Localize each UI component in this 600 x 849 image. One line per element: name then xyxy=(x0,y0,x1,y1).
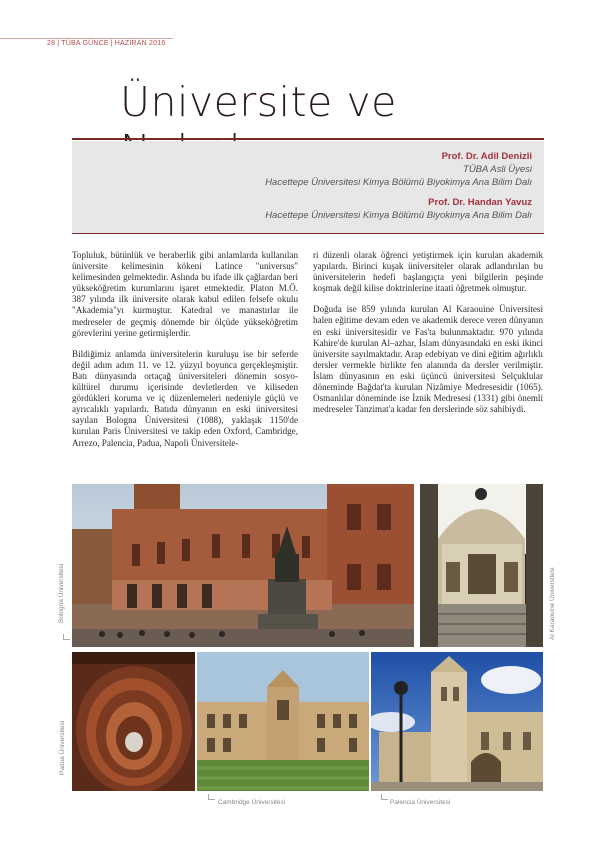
paragraph: Topluluk, bütünlük ve beraberlik gibi anlamlarda kullanılan üniversite kelimesinin kökeni Latince "universus" kelimesinden gelmektedir. Aslında bu ifade ilk çağlardan beri yükseköğretim kurumlarını işaret etmektedir. Platon M.Ö. 387 yılında ilk üniversite olarak kabul edilen felsefe okulu "Akademia"yı kurmuştur. Katedral ve manastırlar ile medreseler de geçmiş dönemde bir ölçüde yükseköğretim görevlerini yerine getirmişlerdir. xyxy=(72,250,298,338)
caption-karaouine: Al Karaouine Üniversitesi xyxy=(549,567,556,640)
caption-tick xyxy=(208,794,215,800)
caption-cambridge: Cambridge Üniversitesi xyxy=(218,799,286,806)
paragraph: ri düzenli olarak öğrenci yetiştirmek için kurulan akademik yapılardı. Birinci kuşak üniversiteler olarak adlandırılan bu üniversitelerin hedefi başlangıçta yeni bilgilerin peşinde koşmak değil kilise doktrinlerine itaati öğretmek olmuştur. xyxy=(313,250,543,294)
article-title: Üniversite ve xyxy=(120,78,397,126)
cambridge-university-photo xyxy=(197,652,369,791)
paragraph: Doğuda ise 859 yılında kurulan Al Karaouine Üniversitesi halen eğitime devam eden ve akademik derece veren dünyanın en eski üniversitesidir ve Fas'ta bulunmaktadır. 970 yılında Kahire'de kurulan Al–azhar, İslam dünyasındaki en eski ikinci üniversite sayılmaktadır. Arap edebiyatı ve dini eğitim ağırlıklı dersler vermekle birlikte fen alanında da dersler verilmiştir. İslam dünyasının en eski üçüncü üniversitesi Selçuklular döneminde Bağdat'ta kurulan Nizâmiye Medresesidir (1065). Osmanlılar döneminde ise İznik Medresesi (1331) gibi önemli medreseler Tanzimat'a kadar fen derslerinde söz sahibiydi. xyxy=(313,304,543,415)
page-number: 28 xyxy=(47,40,56,47)
issue-date: HAZİRAN 2016 xyxy=(114,40,166,47)
caption-palencia: Palencia Üniversitesi xyxy=(390,799,451,806)
karaouine-university-photo xyxy=(420,484,543,647)
running-header: 28 | TÜBA GÜNCE | HAZİRAN 2016 xyxy=(47,40,166,47)
author-2-name: Prof. Dr. Handan Yavuz xyxy=(428,197,532,208)
caption-padua: Padua Üniversitesi xyxy=(59,720,66,775)
author-2 xyxy=(265,196,532,222)
paragraph: Bildiğimiz anlamda üniversitelerin kuruluşu ise bir seferde değil adım adım 11. ve 12. yüzyıl boyunca gerçekleşmiştir. Batı dünyasında ortaçağ üniversiteleri dönemin sosyo-kültürel durumu içerisinde devletlerden ve kiliseden gördükleri koruma ve iç düzenlemeleri nedeniyle güçlü ve ayrıcalıklı yapılardı. Batıda dünyanın en eski üniversitesi sayılan Bologna Üniversitesi (1088), yaklaşık 1150'de kurulan Paris Üniversitesi ve takip eden Oxford, Cambridge, Arrezo, Palencia, Padua, Napoli Üniversitele- xyxy=(72,348,298,448)
author-1 xyxy=(265,150,532,189)
caption-tick xyxy=(381,794,388,800)
body-column-1 xyxy=(72,250,298,459)
author-1-title: TÜBA Asli Üyesi xyxy=(463,164,532,175)
header-rule xyxy=(0,38,173,39)
author-1-name: Prof. Dr. Adil Denizli xyxy=(441,151,532,162)
bologna-university-photo xyxy=(72,484,414,647)
palencia-university-photo xyxy=(371,652,543,791)
body-column-2 xyxy=(313,250,543,425)
caption-bologna: Bologna Üniversitesi xyxy=(58,563,65,623)
author-1-affiliation: Hacettepe Üniversitesi Kimya Bölümü Biyokimya Ana Bilim Dalı xyxy=(265,177,532,188)
caption-tick xyxy=(63,634,70,640)
magazine-name: TÜBA GÜNCE xyxy=(61,40,109,47)
authors-box xyxy=(72,141,544,233)
authors-rule xyxy=(72,233,544,234)
title-rule xyxy=(72,138,544,140)
padua-university-photo xyxy=(72,652,195,791)
author-2-affiliation: Hacettepe Üniversitesi Kimya Bölümü Biyokimya Ana Bilim Dalı xyxy=(265,210,532,221)
